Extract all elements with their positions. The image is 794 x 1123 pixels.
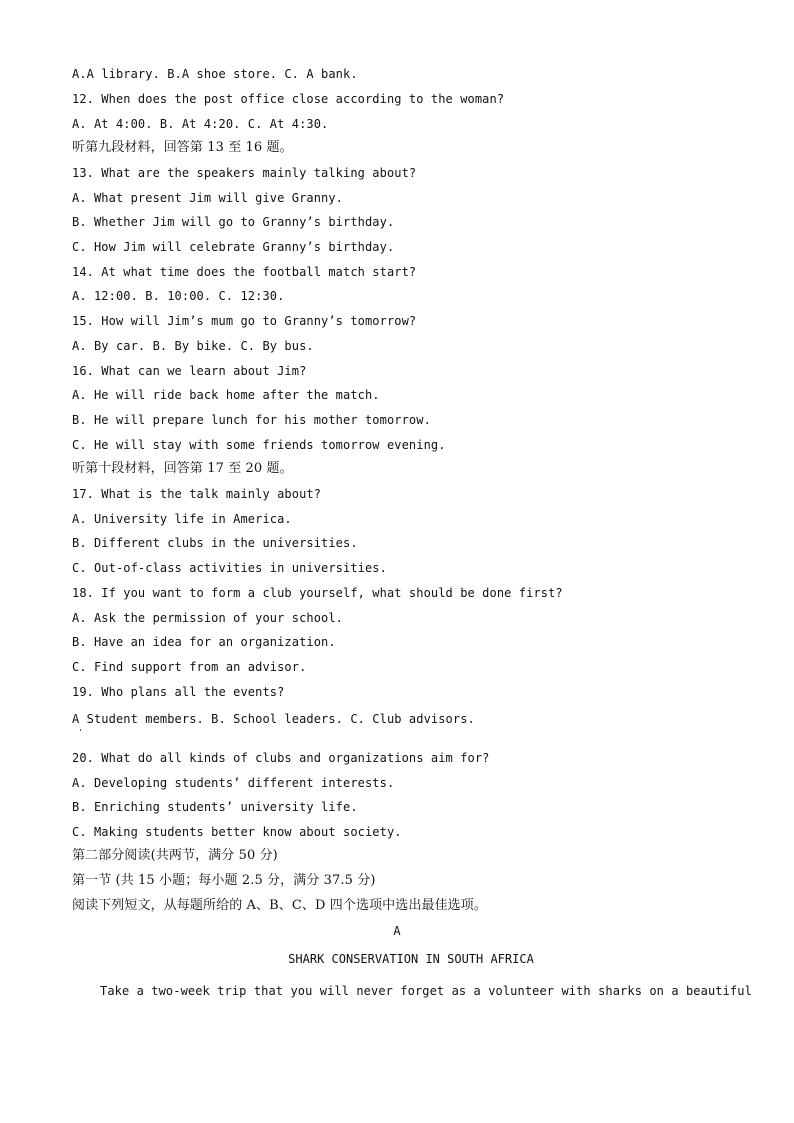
- answer-options-q15: A. By car. B. By bike. C. By bus.: [72, 339, 314, 353]
- option-13c: C. How Jim will celebrate Granny’s birthday.: [72, 240, 395, 254]
- passage-letter: A: [393, 924, 401, 938]
- answer-options-q11: A.A library. B.A shoe store. C. A bank.: [72, 67, 358, 81]
- option-16b: B. He will prepare lunch for his mother tomorrow.: [72, 413, 431, 427]
- answer-options-q12: A. At 4:00. B. At 4:20. C. At 4:30.: [72, 117, 329, 131]
- option-17b: B. Different clubs in the universities.: [72, 536, 358, 550]
- answer-options-q14: A. 12:00. B. 10:00. C. 12:30.: [72, 289, 285, 303]
- option-13b: B. Whether Jim will go to Granny’s birthday.: [72, 215, 395, 229]
- option-13a: A. What present Jim will give Granny.: [72, 191, 344, 205]
- answer-options-q19: A Student members. B. School leaders. C. Club advisors.: [72, 712, 475, 726]
- section-instruction-part10: 听第十段材料，回答第 17 至 20 题。: [72, 461, 293, 476]
- reading-instruction: 阅读下列短文，从每题所给的 A、B、C、D 四个选项中选出最佳选项。: [72, 898, 487, 913]
- option-20a: A. Developing students’ different interests.: [72, 776, 395, 790]
- section-instruction-part9: 听第九段材料，回答第 13 至 16 题。: [72, 140, 293, 155]
- option-20c: C. Making students better know about society.: [72, 825, 402, 839]
- section-one-heading: 第一节 (共 15 小题；每小题 2.5 分，满分 37.5 分): [72, 873, 376, 888]
- option-16c: C. He will stay with some friends tomorrow evening.: [72, 438, 446, 452]
- question-19: 19. Who plans all the events?: [72, 685, 285, 699]
- question-14: 14. At what time does the football match start?: [72, 265, 417, 279]
- question-16: 16. What can we learn about Jim?: [72, 364, 307, 378]
- question-20: 20. What do all kinds of clubs and organizations aim for?: [72, 751, 490, 765]
- part-two-heading: 第二部分阅读(共两节，满分 50 分): [72, 848, 278, 863]
- option-16a: A. He will ride back home after the match.: [72, 388, 380, 402]
- option-20b: B. Enriching students’ university life.: [72, 800, 358, 814]
- option-17c: C. Out-of-class activities in universities.: [72, 561, 387, 575]
- option-18c: C. Find support from an advisor.: [72, 660, 307, 674]
- passage-title: SHARK CONSERVATION IN SOUTH AFRICA: [288, 952, 534, 966]
- question-17: 17. What is the talk mainly about?: [72, 487, 322, 501]
- option-18b: B. Have an idea for an organization.: [72, 635, 336, 649]
- stray-mark: ': [78, 728, 83, 737]
- question-12: 12. When does the post office close according to the woman?: [72, 92, 505, 106]
- option-17a: A. University life in America.: [72, 512, 292, 526]
- question-15: 15. How will Jim’s mum go to Granny’s tomorrow?: [72, 314, 417, 328]
- question-13: 13. What are the speakers mainly talking about?: [72, 166, 417, 180]
- question-18: 18. If you want to form a club yourself, what should be done first?: [72, 586, 563, 600]
- option-18a: A. Ask the permission of your school.: [72, 611, 344, 625]
- passage-first-line: Take a two-week trip that you will never forget as a volunteer with sharks on a beautiful: [100, 984, 752, 998]
